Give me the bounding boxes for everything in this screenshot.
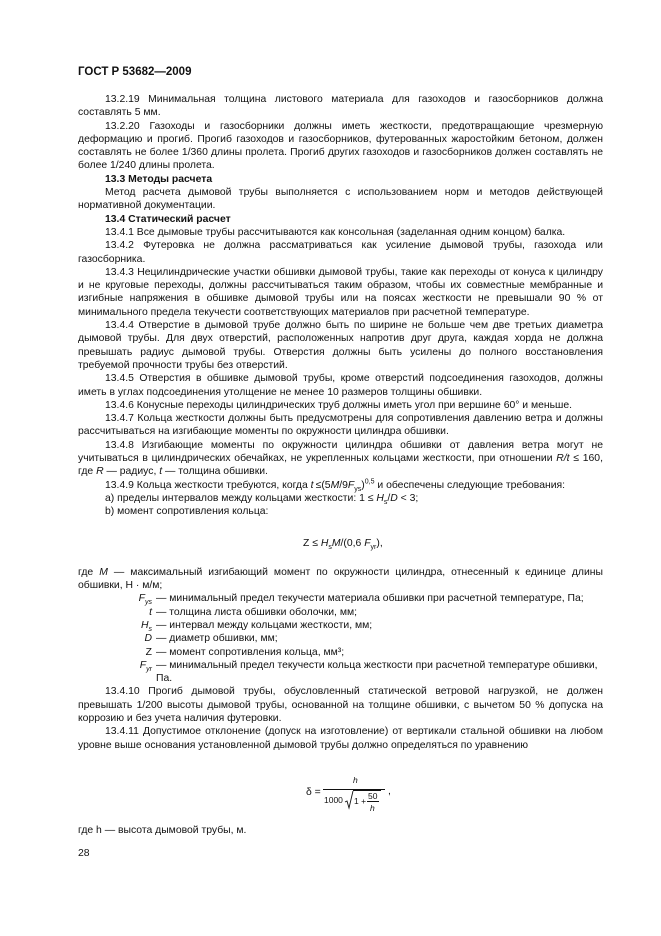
formula-one-plus: 1 + bbox=[354, 795, 367, 806]
definition-t: t — толщина листа обшивки оболочки, мм; bbox=[149, 606, 358, 618]
document-body bbox=[78, 93, 603, 840]
definition-Z: Z — момент сопротивления кольца, мм³; bbox=[145, 646, 345, 658]
section-modulus-formula: $Z \le H_sM/(0,6$ $F_{yr}$), bbox=[303, 537, 383, 551]
requirement-b: b) момент сопротивления кольца: bbox=[105, 506, 269, 518]
height-definition: где h — высота дымовой трубы, м. bbox=[78, 825, 247, 836]
formula-comma: , bbox=[388, 785, 391, 797]
clause-13-3: Метод расчета дымовой трубы выполняется с использованием норм и методов действующей нормативной документации. bbox=[78, 187, 603, 212]
formula-coefficient: 1000 bbox=[324, 794, 343, 805]
clause-13-4-6: 13.4.6 Конусные переходы цилиндрических труб должны иметь угол при вершине 60° и меньше. bbox=[105, 399, 573, 411]
clause-13-4-8-text: 13.4.8 Изгибающие моменты по окружности цилиндра обшивки от давления ветра могут не учитываться в цилиндрических обечайках, не укрепленных кольцами жесткости, при отношении bbox=[78, 439, 603, 465]
clause-13-4-8: 13.4.8 Изгибающие моменты по окружности цилиндра обшивки от давления ветра могут не учитываться в цилиндрических обечайках, не укрепленных кольцами жесткости, при отношении R/t ≤ 160, где R — радиус, t — толщина обшивки. bbox=[78, 439, 603, 478]
standard-header: ГОСТ Р 53682—2009 bbox=[78, 66, 192, 78]
formula-frac-numerator: 50 bbox=[368, 790, 378, 801]
clause-13-4-1: 13.4.1 Все дымовые трубы рассчитываются как консольная (заделанная одним концом) балка. bbox=[105, 226, 566, 238]
clause-13-4-4: 13.4.4 Отверстие в дымовой трубе должно быть по ширине не больше чем две третьих диаметра дымовой трубы. Для двух отверстий, расположенных напротив друг друга, каждая хорда не должна превышать радиус дымовой трубы. Отверстия должны быть усилены до полного восстановления требуемой прочности трубы без отверстий. bbox=[78, 320, 603, 371]
clause-13-4-5: 13.4.5 Отверстия в обшивке дымовой трубы, кроме отверстий подсоединения газоходов, должны иметь в углах подсоединения утолщение не менее 10 размеров толщины обшивки. bbox=[78, 373, 603, 398]
clause-13-4-10: 13.4.10 Прогиб дымовой трубы, обусловленный статической ветровой нагрузкой, не должен превышать 1/200 высоты дымовой трубы, основанной на толщине обшивки, с вычетом 50 % допуска на коррозию и без учета наличия футеровки. bbox=[78, 686, 603, 725]
definition-M: где M — максимальный изгибающий момент по окружности цилиндра, отнесенный к единице длины обшивки, Н · м/м; bbox=[78, 566, 604, 592]
definition-Hs: $H_s$ — интервал между кольцами жесткости, мм; bbox=[140, 619, 373, 634]
formula-numerator: h bbox=[353, 774, 358, 785]
clause-13-4-7: 13.4.7 Кольца жесткости должны быть предусмотрены для сопротивления давлению ветра и должны рассчитываться на изгибающие моменты по окружности цилиндра обшивки. bbox=[78, 413, 603, 438]
formula-frac-denominator: h bbox=[370, 802, 375, 813]
definition-D: D — диаметр обшивки, мм; bbox=[144, 633, 278, 645]
page-number: 28 bbox=[78, 848, 90, 859]
clause-13-4-3: 13.4.3 Нецилиндрические участки обшивки дымовой трубы, такие как переходы от конуса к цилиндру и не круговые переходы, должны рассчитываться таким образом, чтобы их совместные мембранные и изгибные напряжения в обшивке дымовой трубы или на поясах жесткости не превышали 90 % от минимального предела текучести соответствующих материалов при расчетной температуре. bbox=[78, 266, 603, 318]
sqrt-sign-icon bbox=[344, 790, 354, 810]
formula-lhs: δ = bbox=[306, 786, 321, 798]
clause-13-2-20: 13.2.20 Газоходы и газосборники должны иметь жесткости, предотвращающие чрезмерную деформацию и прогиб. Прогиб газоходов и газосборников, футерованных жаростойким бетоном, должен составлять не более 1/360 длины пролета. Прогиб других газоходов и газосборников должен составлять не более 1/240 длины пролета. bbox=[78, 120, 603, 172]
clause-13-2-19: 13.2.19 Минимальная толщина листового материала для газоходов и газосборников должна составлять 5 мм. bbox=[78, 94, 603, 119]
clause-13-4-2: 13.4.2 Футеровка не должна рассматриваться как усиление дымовой трубы, газохода или газосборника. bbox=[78, 240, 603, 265]
deviation-formula bbox=[78, 768, 603, 826]
section-heading-13-3: 13.3 Методы расчета bbox=[105, 173, 213, 185]
definition-Fyr: $F_{yr}$ — минимальный предел текучести кольца жесткости при расчетной температуре обшивки, Па. bbox=[139, 659, 598, 685]
clause-13-4-9: 13.4.9 Кольца жесткости требуются, когда $t \le(5M/9F_{ys})^{0,5}$ и обеспечены следующие требования: bbox=[105, 478, 566, 493]
section-heading-13-4: 13.4 Статический расчет bbox=[105, 213, 231, 225]
requirement-a: a) пределы интервалов между кольцами жесткости: $1 \le H_s/D < 3$; bbox=[105, 492, 419, 506]
definition-Fys: $F_{ys}$ — минимальный предел текучести материала обшивки при расчетной температуре, Па; bbox=[138, 593, 584, 607]
clause-13-4-11: 13.4.11 Допустимое отклонение (допуск на изготовление) от вертикали стальной обшивки на любом уровне выше основания установленной дымовой трубы должно определяться по уравнению bbox=[78, 726, 603, 751]
